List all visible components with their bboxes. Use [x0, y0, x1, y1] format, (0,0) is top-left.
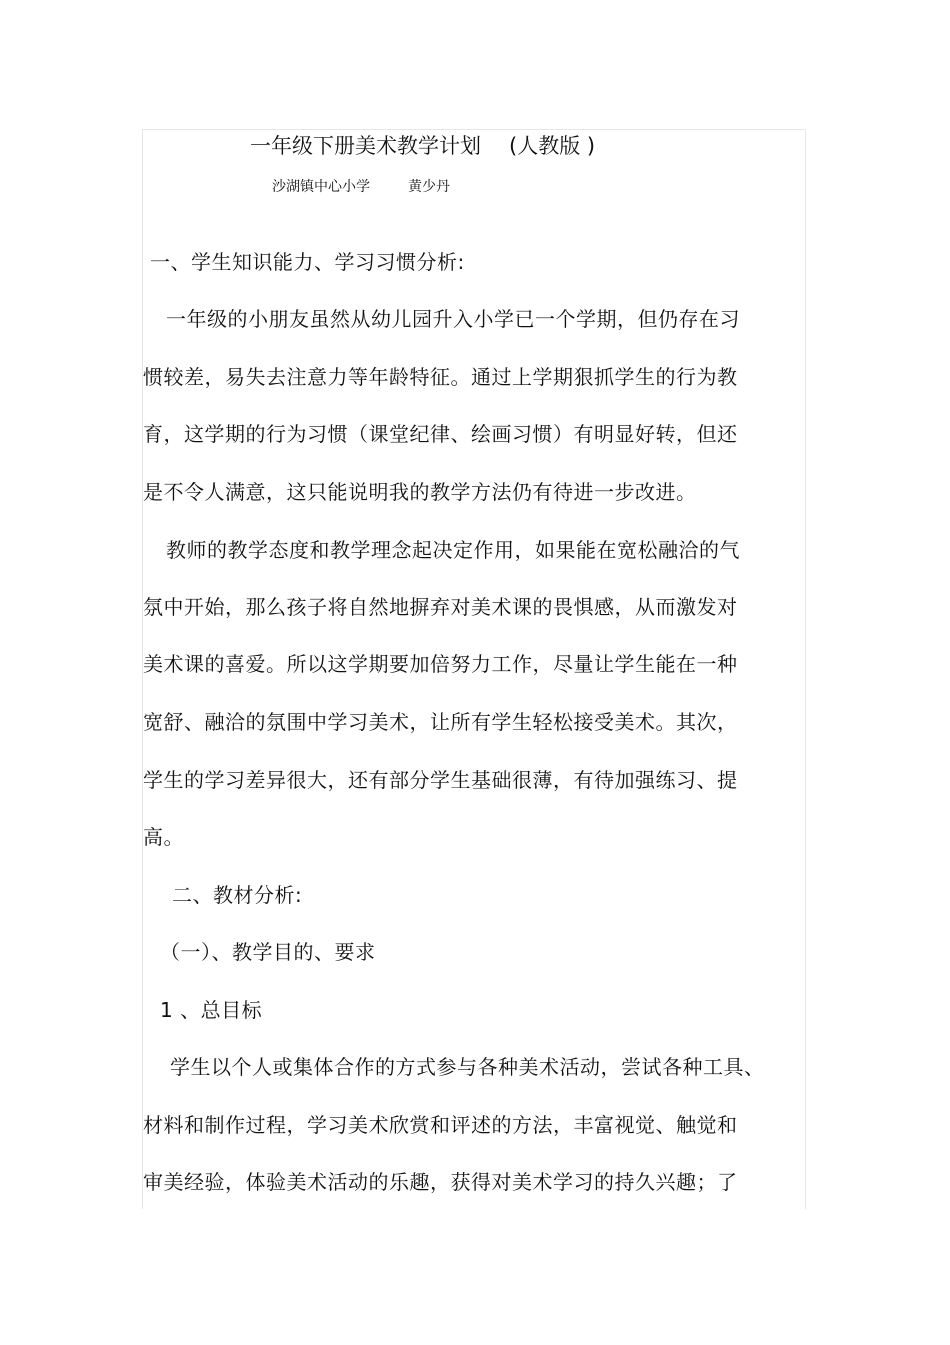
paragraph-line: 宽舒、融洽的氛围中学习美术，让所有学生轻松接受美术。其次， [143, 710, 738, 734]
paragraph-line: 惯较差，易失去注意力等年龄特征。通过上学期狠抓学生的行为教 [143, 365, 738, 389]
paragraph-line: 高。 [143, 825, 184, 849]
document-edition: (人教版 ) [509, 134, 596, 158]
paragraph-line: 审美经验，体验美术活动的乐趣，获得对美术学习的持久兴趣；了 [143, 1170, 738, 1194]
byline [272, 177, 450, 197]
subheading-teaching-goals: （一）、教学目的、要求 [160, 940, 376, 964]
paragraph-line: 教师的教学态度和教学理念起决定作用，如果能在宽松融洽的气 [166, 538, 740, 562]
paragraph-line: 是不令人满意，这只能说明我的教学方法仍有待进一步改进。 [143, 480, 697, 504]
paragraph-line: 美术课的喜爱。所以这学期要加倍努力工作，尽量让学生能在一种 [143, 652, 738, 676]
subheading-overall-goal: 1 、总目标 [160, 998, 263, 1022]
paragraph-line: 育，这学期的行为习惯（课堂纪律、绘画习惯）有明显好转，但还 [143, 422, 738, 446]
school-name: 沙湖镇中心小学 [272, 179, 370, 195]
paragraph-line: 一年级的小朋友虽然从幼儿园升入小学已一个学期，但仍存在习 [166, 307, 740, 331]
paragraph-line: 氛中开始，那么孩子将自然地摒弃对美术课的畏惧感，从而激发对 [143, 595, 738, 619]
document-title: 一年级下册美术教学计划 [250, 134, 481, 158]
paragraph-line: 材料和制作过程，学习美术欣赏和评述的方法，丰富视觉、触觉和 [143, 1113, 738, 1137]
paragraph-line: 学生以个人或集体合作的方式参与各种美术活动，尝试各种工具、 [170, 1055, 765, 1079]
paragraph-line: 学生的学习差异很大，还有部分学生基础很薄，有待加强练习、提 [143, 768, 738, 792]
author-name: 黄少丹 [408, 179, 450, 195]
heading-textbook-analysis: 二、教材分析: [172, 883, 303, 907]
heading-student-analysis: 一、学生知识能力、学习习惯分析: [150, 250, 465, 274]
document-title-block [250, 131, 595, 161]
